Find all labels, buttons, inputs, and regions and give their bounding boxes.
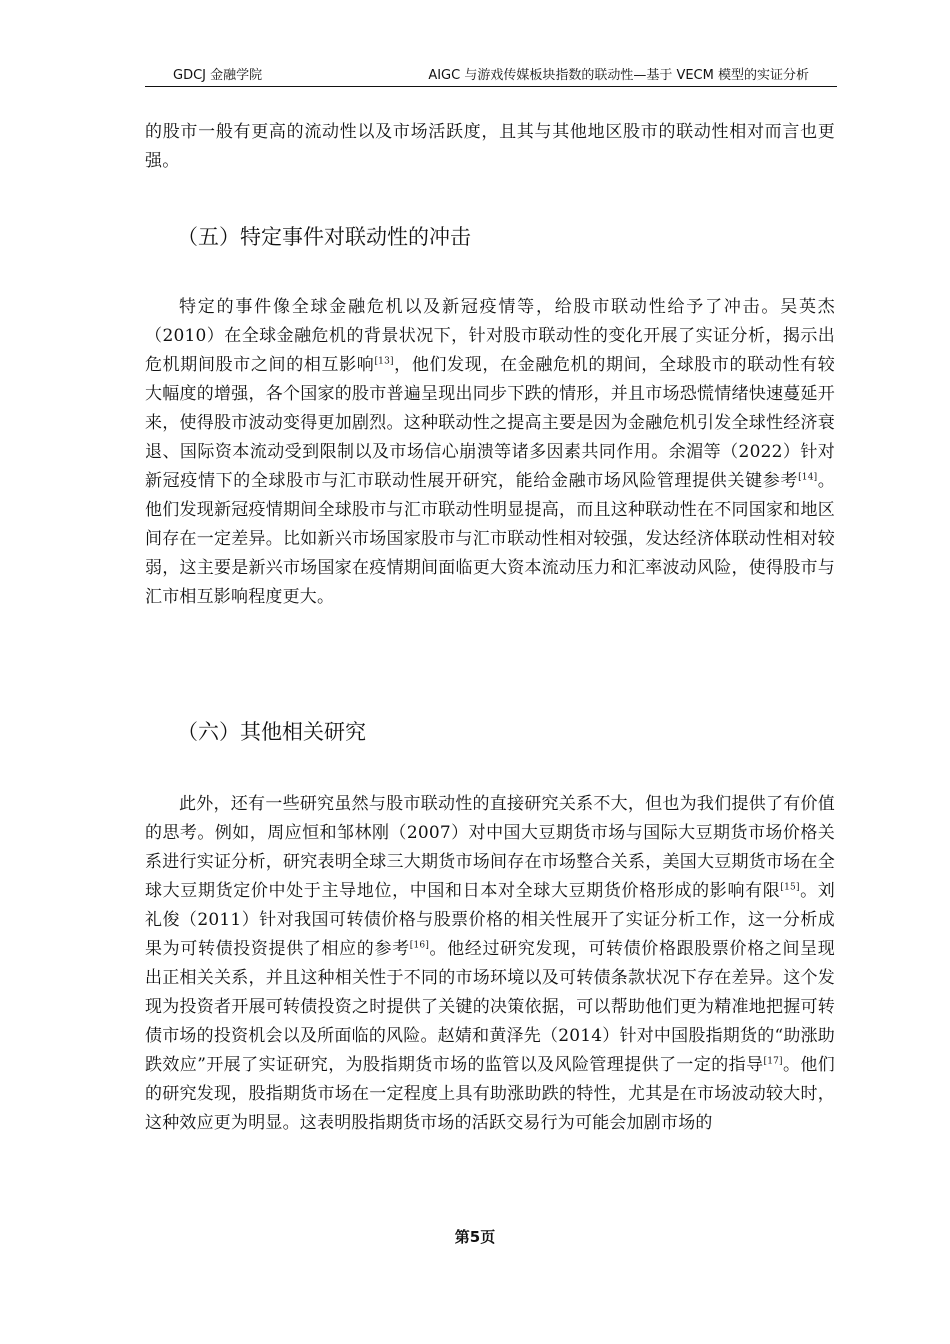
citation-14: [14] [798, 472, 818, 483]
paragraph-text: 此外，还有一些研究虽然与股市联动性的直接研究关系不大，但也为我们提供了有价值的思考。例如，周应恒和邹林刚（2007）对中国大豆期货市场与国际大豆期货市场价格关系进行实证分析，研究表明全球三大期货市场间存在市场整合关系，美国大豆期货市场在全球大豆期货定价中处于主导地位，中国和日本对全球大豆期货价格形成的影响有限 [145, 794, 835, 901]
citation-16: [16] [409, 940, 430, 951]
header-divider [145, 86, 837, 87]
section-heading-5: （五）特定事件对联动性的冲击 [177, 225, 471, 249]
citation-17: [17] [763, 1056, 783, 1067]
paragraph-text: 。他们发现新冠疫情期间全球股市与汇市联动性明显提高，而且这种联动性在不同国家和地区间存在一定差异。比如新兴市场国家股市与汇市联动性相对较强，发达经济体联动性相对较弱，这主要是新兴市场国家在疫情期间面临更大资本流动压力和汇率波动风险，使得股市与汇市相互影响程度更大。 [145, 471, 835, 607]
paragraph-text: 。他经过研究发现，可转债价格跟股票价格之间呈现出正相关关系，并且这种相关性于不同的市场环境以及可转债条款状况下存在差异。这个发现为投资者开展可转债投资之时提供了关键的决策依据，可以帮助他们更为精准地把握可转债市场的投资机会以及所面临的风险。赵婧和黄泽先（2014）针对中国股指期货的“助涨助跌效应”开展了实证研究，为股指期货市场的监管以及风险管理提供了一定的指导 [145, 939, 836, 1075]
paragraph-text: 特定的事件像全球金融危机以及新冠疫情等，给股市联动性给予了冲击。吴英杰（2010）在全球金融危机的背景状况下，针对股市联动性的变化开展了实证分析，揭示出危机期间股市之间的相互影响 [145, 297, 835, 375]
header-paper-title: AIGC 与游戏传媒板块指数的联动性—基于 VECM 模型的实证分析 [428, 68, 809, 83]
page-number: 第5页 [454, 1228, 496, 1246]
paragraph-other-research [145, 790, 835, 1138]
continuation-paragraph: 的股市一般有更高的流动性以及市场活跃度，且其与其他地区股市的联动性相对而言也更强。 [145, 122, 835, 171]
running-header [145, 66, 837, 86]
header-institution: GDCJ 金融学院 [173, 68, 263, 83]
citation-13: [13] [374, 356, 394, 367]
citation-15: [15] [780, 882, 800, 893]
section-heading-6: （六）其他相关研究 [177, 720, 366, 744]
paragraph-text: ，他们发现，在金融危机的期间，全球股市的联动性有较大幅度的增强，各个国家的股市普遍呈现出同步下跌的情形，并且市场恐慌情绪快速蔓延开来，使得股市波动变得更加剧烈。这种联动性之提高主要是因为金融危机引发全球性经济衰退、国际资本流动受到限制以及市场信心崩溃等诸多因素共同作用。余湄等（2022）针对新冠疫情下的全球股市与汇市联动性展开研究，能给金融市场风险管理提供关键参考 [145, 355, 835, 491]
paragraph-text: 。他们的研究发现，股指期货市场在一定程度上具有助涨助跌的特性，尤其是在市场波动较大时，这种效应更为明显。这表明股指期货市场的活跃交易行为可能会加剧市场的 [145, 1055, 835, 1133]
paragraph-text: 。刘礼俊（2011）针对我国可转债价格与股票价格的相关性展开了实证分析工作，这一分析成果为可转债投资提供了相应的参考 [145, 881, 836, 959]
paragraph-special-events [145, 293, 835, 612]
